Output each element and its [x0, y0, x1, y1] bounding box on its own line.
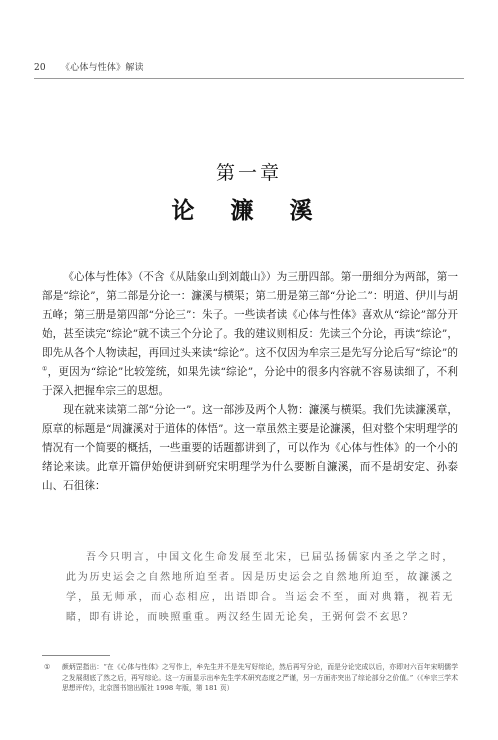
chapter-label: 第一章	[215, 162, 282, 184]
running-header	[34, 60, 144, 73]
header-rule	[34, 78, 464, 79]
paragraph-2: 现在就来读第二部“分论一”。这一部涉及两个人物：濂溪与横渠。我们先读濂溪章，原章的标题是“周濂溪对于道体的体悟”。这一章虽然主要是论濂溪，但对整个宋明理学的情况有一个简要的概括，一些重要的话题都讲到了，可以作为《心体与性体》的一个小的绪论来读。此章开篇伊始便讲到研究宋明理学为什么要断自濂溪，而不是胡安定、孙泰山、石徂徕：	[42, 404, 458, 492]
footnote-reference[interactable]: ①	[42, 365, 48, 373]
quote-text: 吾今只明言，中国文化生命发展至北宋，已届弘扬儒家内圣之学之时，此为历史运会之自然地所迫至者。因是历史运会之自然地所迫至，故濂溪之学，虽无师承，而心态相应，出语即合。当运会不至，面对典籍，视若无睹，即有讲论，而映照重重。两汉经生固无论矣，王弼何尝不玄思？	[66, 552, 454, 623]
paragraph-1-continued: ，更因为“综论”比较笼统，如果先读“综论”，分论中的很多内容就不容易读细了，不利于深入把握牟宗三的思想。	[42, 366, 458, 397]
paragraph-1	[42, 268, 458, 401]
running-title: 《心体与性体》解读	[60, 63, 144, 73]
block-quote	[66, 548, 454, 628]
chapter-title: 论 濂 溪	[171, 197, 327, 224]
footnote-text: 颜炳罡指出：“在《心体与性体》之写作上，牟先生并不是先写好综论，然后再写分论，而是分论完成以后，亦即对六百年宋明儒学之发展彻底了然之后，再写综论。这一方面显示出牟先生学术研究态度之严谨，另一方面亦突出了综论部分之价值。”（《牟宗三学术思想评传》，北京图书馆出版社 1998 年版，第 181 页）	[62, 663, 458, 692]
footnote	[44, 662, 458, 694]
page-number: 20	[34, 63, 46, 73]
paragraph-1-text: 《心体与性体》（不含《从陆象山到刘蕺山》）为三册四部。第一册细分为两部，第一部是“综论”，第二部是分论一：濂溪与横渠；第二册是第三部“分论二”：明道、伊川与胡五峰；第三册是第四部“分论三”：朱子。一些读者读《心体与性体》喜欢从“综论”部分开始，甚至读完“综论”就不读三个分论了。我的建议则相反：先读三个分论，再读“综论”，即先从各个人物读起，再回过头来读“综论”。这不仅因为牟宗三是先写分论后写“综论”的	[42, 271, 458, 359]
footnote-rule	[42, 655, 110, 656]
footnote-mark: ①	[44, 663, 51, 671]
body-text	[42, 268, 458, 496]
